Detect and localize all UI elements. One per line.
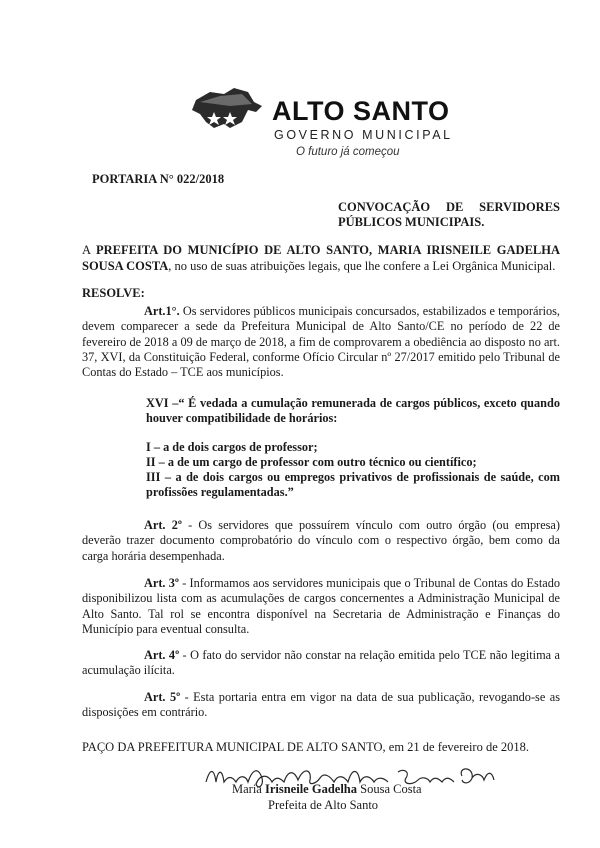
article-4-label: Art. 4º [144,648,180,662]
article-3 [82,576,560,637]
article-4-text: - O fato do servidor não constar na relação emitida pelo TCE não legitima a acumulação ilícita. [82,648,560,678]
intro-post: , no uso de suas atribuições legais, que lhe confere a Lei Orgânica Municipal. [168,259,556,273]
article-3-label: Art. 3º [144,576,179,590]
brand-name: ALTO SANTO [272,96,450,126]
article-2-label: Art. 2º [144,518,182,532]
subject-line-1: CONVOCAÇÃO DE SERVIDORES [338,200,560,214]
document-subject [338,200,560,230]
signer-first: Maria [232,782,265,796]
signer-name [232,782,422,797]
list-item: III – a de dois cargos ou empregos privativos de profissionais de saúde, com profissões regulamentadas.” [146,470,560,499]
signer-middle: Irisneile Gadelha [264,782,358,796]
signer-role: Prefeita de Alto Santo [268,798,379,812]
subject-line-2: PÚBLICOS MUNICIPAIS. [338,215,485,229]
brand-slogan: O futuro já começou [296,146,400,158]
state-map-emblem-icon [190,82,270,134]
intro-mayor-name: PREFEITA DO MUNICÍPIO DE ALTO SANTO, MARIA IRISNEILE GADELHA SOUSA COSTA [82,243,560,273]
article-2-text: - Os servidores que possuírem vínculo com outro órgão (ou empresa) deverão trazer documento comprobatório do vínculo com o respectivo órgão, bem como da carga horária desempenhada. [82,518,560,563]
resolve-heading: RESOLVE: [82,286,145,300]
brand-subtitle: GOVERNO MUNICIPAL [274,128,453,142]
article-5-label: Art. 5º [144,690,181,704]
signer-last: Sousa Costa [357,782,422,796]
article-5 [82,690,560,721]
article-3-text: - Informamos aos servidores municipais que o Tribunal de Contas do Estado disponibilizou lista com as acumulações de cargos concernentes a Administração Municipal de Alto Santo. Tal rol se encontra disponível na Secretaria de Administração e Finanças do Município para eventual consulta. [82,576,560,636]
article-1 [82,304,560,380]
intro-paragraph [82,242,560,274]
article-5-text: - Esta portaria entra em vigor na data de sua publicação, revogando-se as disposições em contrário. [82,690,560,720]
article-4 [82,648,560,679]
municipal-logo [190,82,460,158]
quote-list [146,440,560,500]
article-2 [82,518,560,564]
intro-pre: A [82,243,96,257]
constitution-quote: XVI –“ É vedada a cumulação remunerada de cargos públicos, exceto quando houver compatibilidade de horários: [146,396,560,425]
closing-line: PAÇO DA PREFEITURA MUNICIPAL DE ALTO SANTO, em 21 de fevereiro de 2018. [82,740,529,754]
portaria-number: PORTARIA N° 022/2018 [92,172,225,186]
list-item: II – a de um cargo de professor com outro técnico ou científico; [146,455,477,469]
list-item: I – a de dois cargos de professor; [146,440,318,454]
article-1-text: Os servidores públicos municipais concursados, estabilizados e temporários, devem comparecer a sede da Prefeitura Municipal de Alto Santo/CE no período de 22 de fevereiro de 2018 a 09 de março de 2018, a fim de comprovarem a obediência ao disposto no art. 37, XVI, da Constituição Federal, conforme Ofício Circular nº 27/2017 emitido pelo Tribunal de Contas do Estado – TCE aos municípios. [82,304,560,380]
article-1-label: Art.1°. [144,304,180,318]
